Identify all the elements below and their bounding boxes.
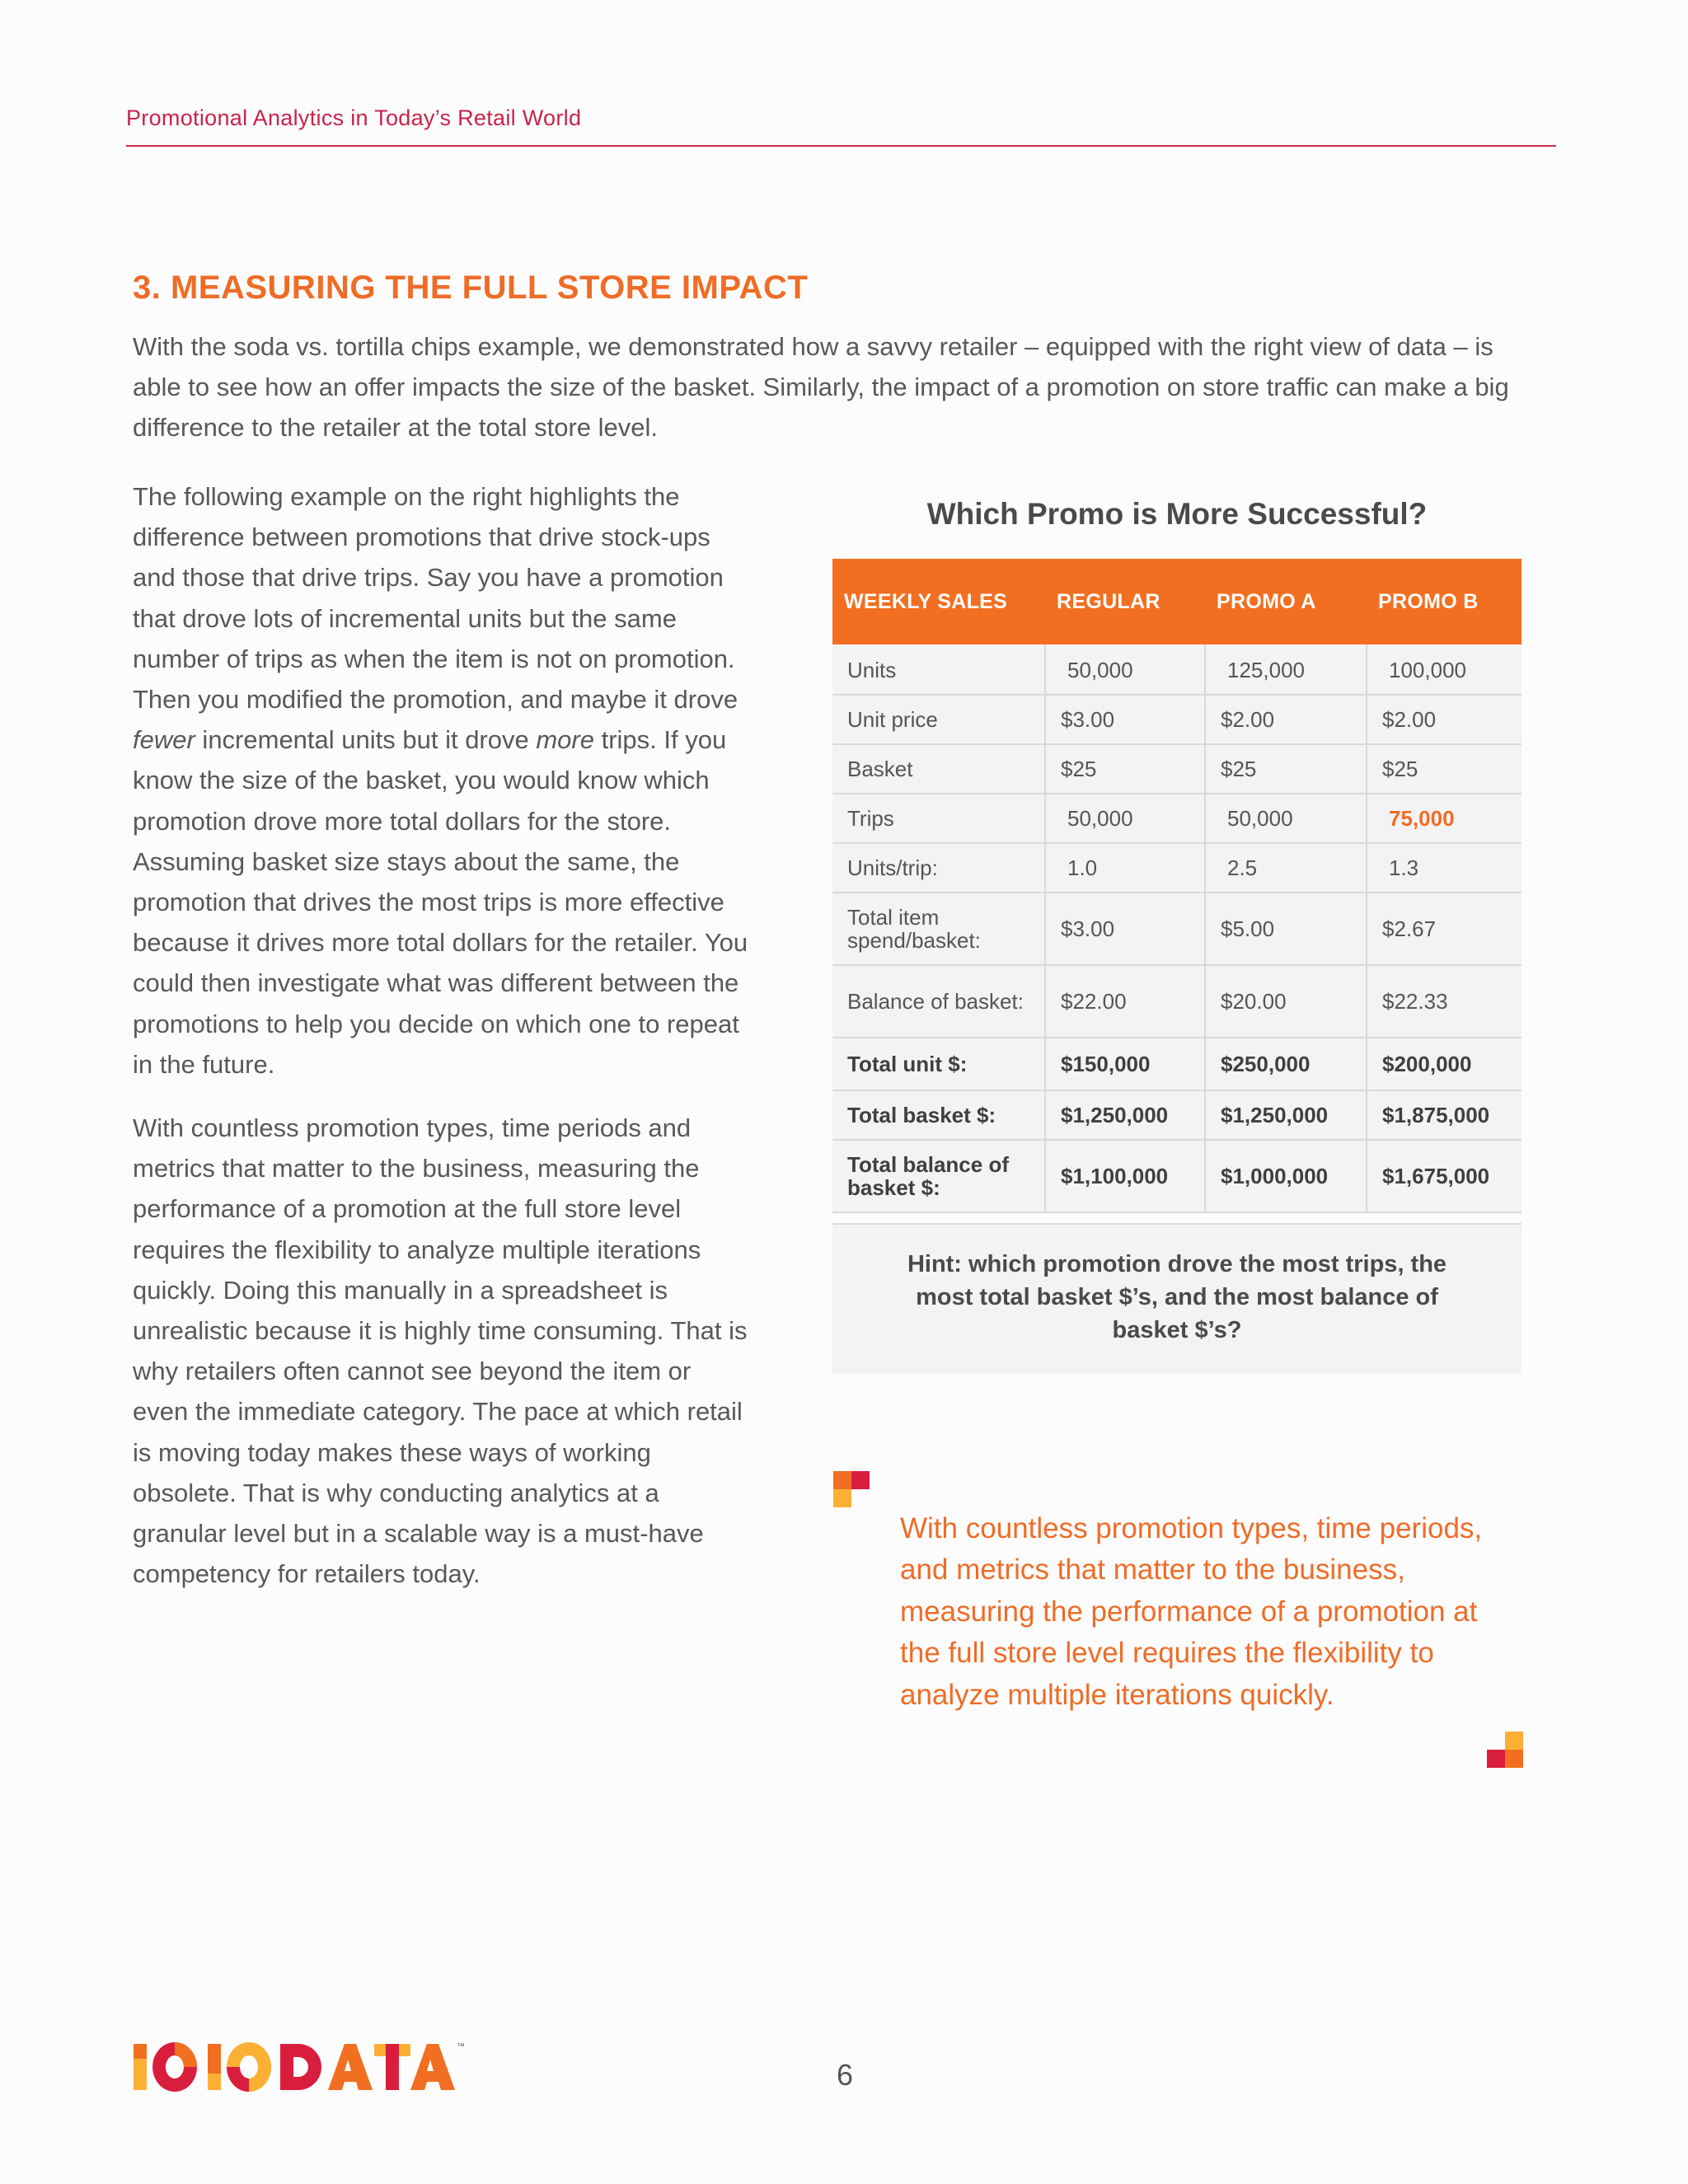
value-cell: $2.67	[1367, 893, 1522, 965]
value-cell: $3.00	[1045, 695, 1205, 744]
value-cell: 100,000	[1367, 645, 1522, 695]
table-row	[832, 744, 1522, 794]
value-cell: 125,000	[1205, 645, 1367, 695]
value-cell: $200,000	[1367, 1038, 1522, 1090]
value-cell: $1,250,000	[1045, 1090, 1205, 1140]
running-header	[126, 105, 1556, 147]
value-cell: $1,875,000	[1367, 1090, 1522, 1140]
value-cell: $3.00	[1045, 893, 1205, 965]
value-cell: $1,675,000	[1367, 1140, 1522, 1212]
row-label-cell: Trips	[832, 794, 1045, 843]
table-row	[832, 645, 1522, 695]
promo-comparison-table	[832, 559, 1522, 1213]
row-label-cell: Balance of basket:	[832, 965, 1045, 1038]
hint-box: Hint: which promotion drove the most trips, the most total basket $’s, and the most balance of basket $’s?	[832, 1223, 1522, 1374]
decorative-squares-icon	[833, 1471, 871, 1509]
value-cell: 50,000	[1045, 645, 1205, 695]
decorative-squares-icon	[1487, 1732, 1525, 1769]
page-number: 6	[836, 2058, 854, 2092]
row-label-cell: Total balance of basket $:	[832, 1140, 1045, 1212]
row-label-cell: Units	[832, 645, 1045, 695]
value-cell: $1,000,000	[1205, 1140, 1367, 1212]
table-row	[832, 965, 1522, 1038]
table-row	[832, 695, 1522, 744]
table-title: Which Promo is More Successful?	[926, 497, 1428, 531]
value-cell: $25	[1205, 744, 1367, 794]
row-label-cell: Units/trip:	[832, 843, 1045, 893]
value-cell: $22.33	[1367, 965, 1522, 1038]
table-row	[832, 893, 1522, 965]
value-cell: 50,000	[1205, 794, 1367, 843]
column-header: REGULAR	[1045, 559, 1205, 645]
value-cell: 1.0	[1045, 843, 1205, 893]
document-title: Promotional Analytics in Today’s Retail World	[126, 105, 582, 130]
value-cell: $20.00	[1205, 965, 1367, 1038]
emphasis-more: more	[536, 725, 594, 755]
value-cell: $25	[1367, 744, 1522, 794]
row-label-cell: Unit price	[832, 695, 1045, 744]
value-cell: 50,000	[1045, 794, 1205, 843]
value-cell: 75,000	[1367, 794, 1522, 843]
row-label-cell: Total item spend/basket:	[832, 893, 1045, 965]
value-cell: $5.00	[1205, 893, 1367, 965]
column-header: PROMO B	[1367, 559, 1522, 645]
table-row	[832, 843, 1522, 893]
row-label-cell: Total basket $:	[832, 1090, 1045, 1140]
value-cell: $1,250,000	[1205, 1090, 1367, 1140]
company-logo	[132, 2041, 470, 2097]
row-label-cell: Total unit $:	[832, 1038, 1045, 1090]
table-row	[832, 1090, 1522, 1140]
section-heading: 3. MEASURING THE FULL STORE IMPACT	[133, 269, 809, 306]
value-cell: 2.5	[1205, 843, 1367, 893]
table-header-row	[832, 559, 1522, 645]
body-paragraph-1: The following example on the right highlights the difference between promotions that drive stock-ups and those that drive trips. Say you have a promotion that drove lots of incremental units but the same number of trips as when the item is not on promotion. Then you modified the promotion, and maybe it drove fewer incremental units but it drove more trips. If you know the size of the basket, you would know which promotion drove more total dollars for the store. Assuming basket size stays about the same, the promotion that drives the most trips is more effective because it drives more total dollars for the retailer. You could then investigate what was different between the promotions to help you decide on which one to repeat in the future.	[133, 482, 748, 1079]
value-cell: 1.3	[1367, 843, 1522, 893]
table-row	[832, 1140, 1522, 1212]
emphasis-fewer: fewer	[133, 725, 195, 755]
value-cell: $1,100,000	[1045, 1140, 1205, 1212]
body-paragraph-2: With countless promotion types, time periods and metrics that matter to the business, measuring the performance of a promotion at the full store level requires the flexibility to analyze multiple iterations quickly. Doing this manually in a spreadsheet is unrealistic because it is highly time consuming. That is why retailers often cannot see beyond the item or even the immediate category. The pace at which retail is moving today makes these ways of working obsolete. That is why conducting analytics at a granular level but in a scalable way is a must-have competency for retailers today.	[133, 1113, 748, 1589]
intro-paragraph: With the soda vs. tortilla chips example, we demonstrated how a savvy retailer – equipped with the right view of data – is able to see how an offer impacts the size of the basket. Similarly, the impact of a promotion on store traffic can make a big difference to the retailer at the total store level.	[133, 332, 1509, 442]
body-text-column	[133, 476, 753, 1594]
table-row	[832, 794, 1522, 843]
column-header: WEEKLY SALES	[832, 559, 1045, 645]
value-cell: $250,000	[1205, 1038, 1367, 1090]
value-cell: $2.00	[1205, 695, 1367, 744]
value-cell: $22.00	[1045, 965, 1205, 1038]
column-header: PROMO A	[1205, 559, 1367, 645]
value-cell: $25	[1045, 744, 1205, 794]
table-row	[832, 1038, 1522, 1090]
trademark-symbol: ™	[457, 2042, 465, 2051]
value-cell: $150,000	[1045, 1038, 1205, 1090]
row-label-cell: Basket	[832, 744, 1045, 794]
value-cell: $2.00	[1367, 695, 1522, 744]
pull-quote: With countless promotion types, time periods, and metrics that matter to the business, measuring the performance of a promotion at the full store level requires the flexibility to analyze multiple iterations quickly.	[900, 1512, 1483, 1711]
